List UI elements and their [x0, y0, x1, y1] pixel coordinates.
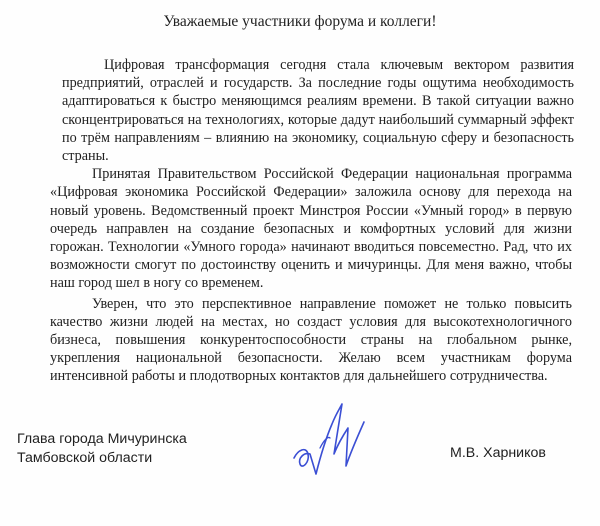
handwritten-signature — [290, 388, 370, 484]
letter-greeting: Уважаемые участники форума и коллеги! — [163, 13, 437, 30]
signatory-title-line1: Глава города Мичуринска — [17, 431, 187, 447]
paragraph-wishes: Уверен, что это перспективное направление поможет не только повысить качество жизни людей на местах, но создаст условия для высокотехнологичного бизнеса, повышения конкурентоспособности страны на глобальном рынке, укрепления национальной безопасности. Желаю всем участникам форума интенсивной работы и плодотворных контактов для дальнейшего сотрудничества. — [50, 295, 572, 385]
paragraph-smart-city-program: Принятая Правительством Российской Федерации национальная программа «Цифровая экономика Российской Федерации» заложила основу для перехода на новый уровень. Ведомственный проект Минстроя России «Умный город» в первую очередь направлен на создание безопасных и комфортных условий для жизни горожан. Технологии «Умного города» начинают вводиться повсеместно. Рад, что их возможности смогут по достоинству оценить и мичуринцы. Для меня важно, чтобы наш город шел в ногу со временем. — [50, 166, 572, 292]
signature-stroke — [294, 404, 364, 474]
signatory-name: М.В. Харников — [450, 445, 546, 461]
letter-body — [50, 56, 574, 386]
paragraph-digital-transformation: Цифровая трансформация сегодня стала ключевым вектором развития предприятий, отраслей и государств. За последние годы ощутима необходимость адаптироваться к быстро меняющимся реалиям времени. В такой ситуации важно сконцентрироваться на технологиях, которые дадут наибольший суммарный эффект по трём направлениям – влиянию на экономику, социальную сферу и безопасность страны. — [62, 57, 574, 165]
signatory-title-line2: Тамбовской области — [17, 449, 153, 466]
signatory-title — [17, 430, 187, 467]
